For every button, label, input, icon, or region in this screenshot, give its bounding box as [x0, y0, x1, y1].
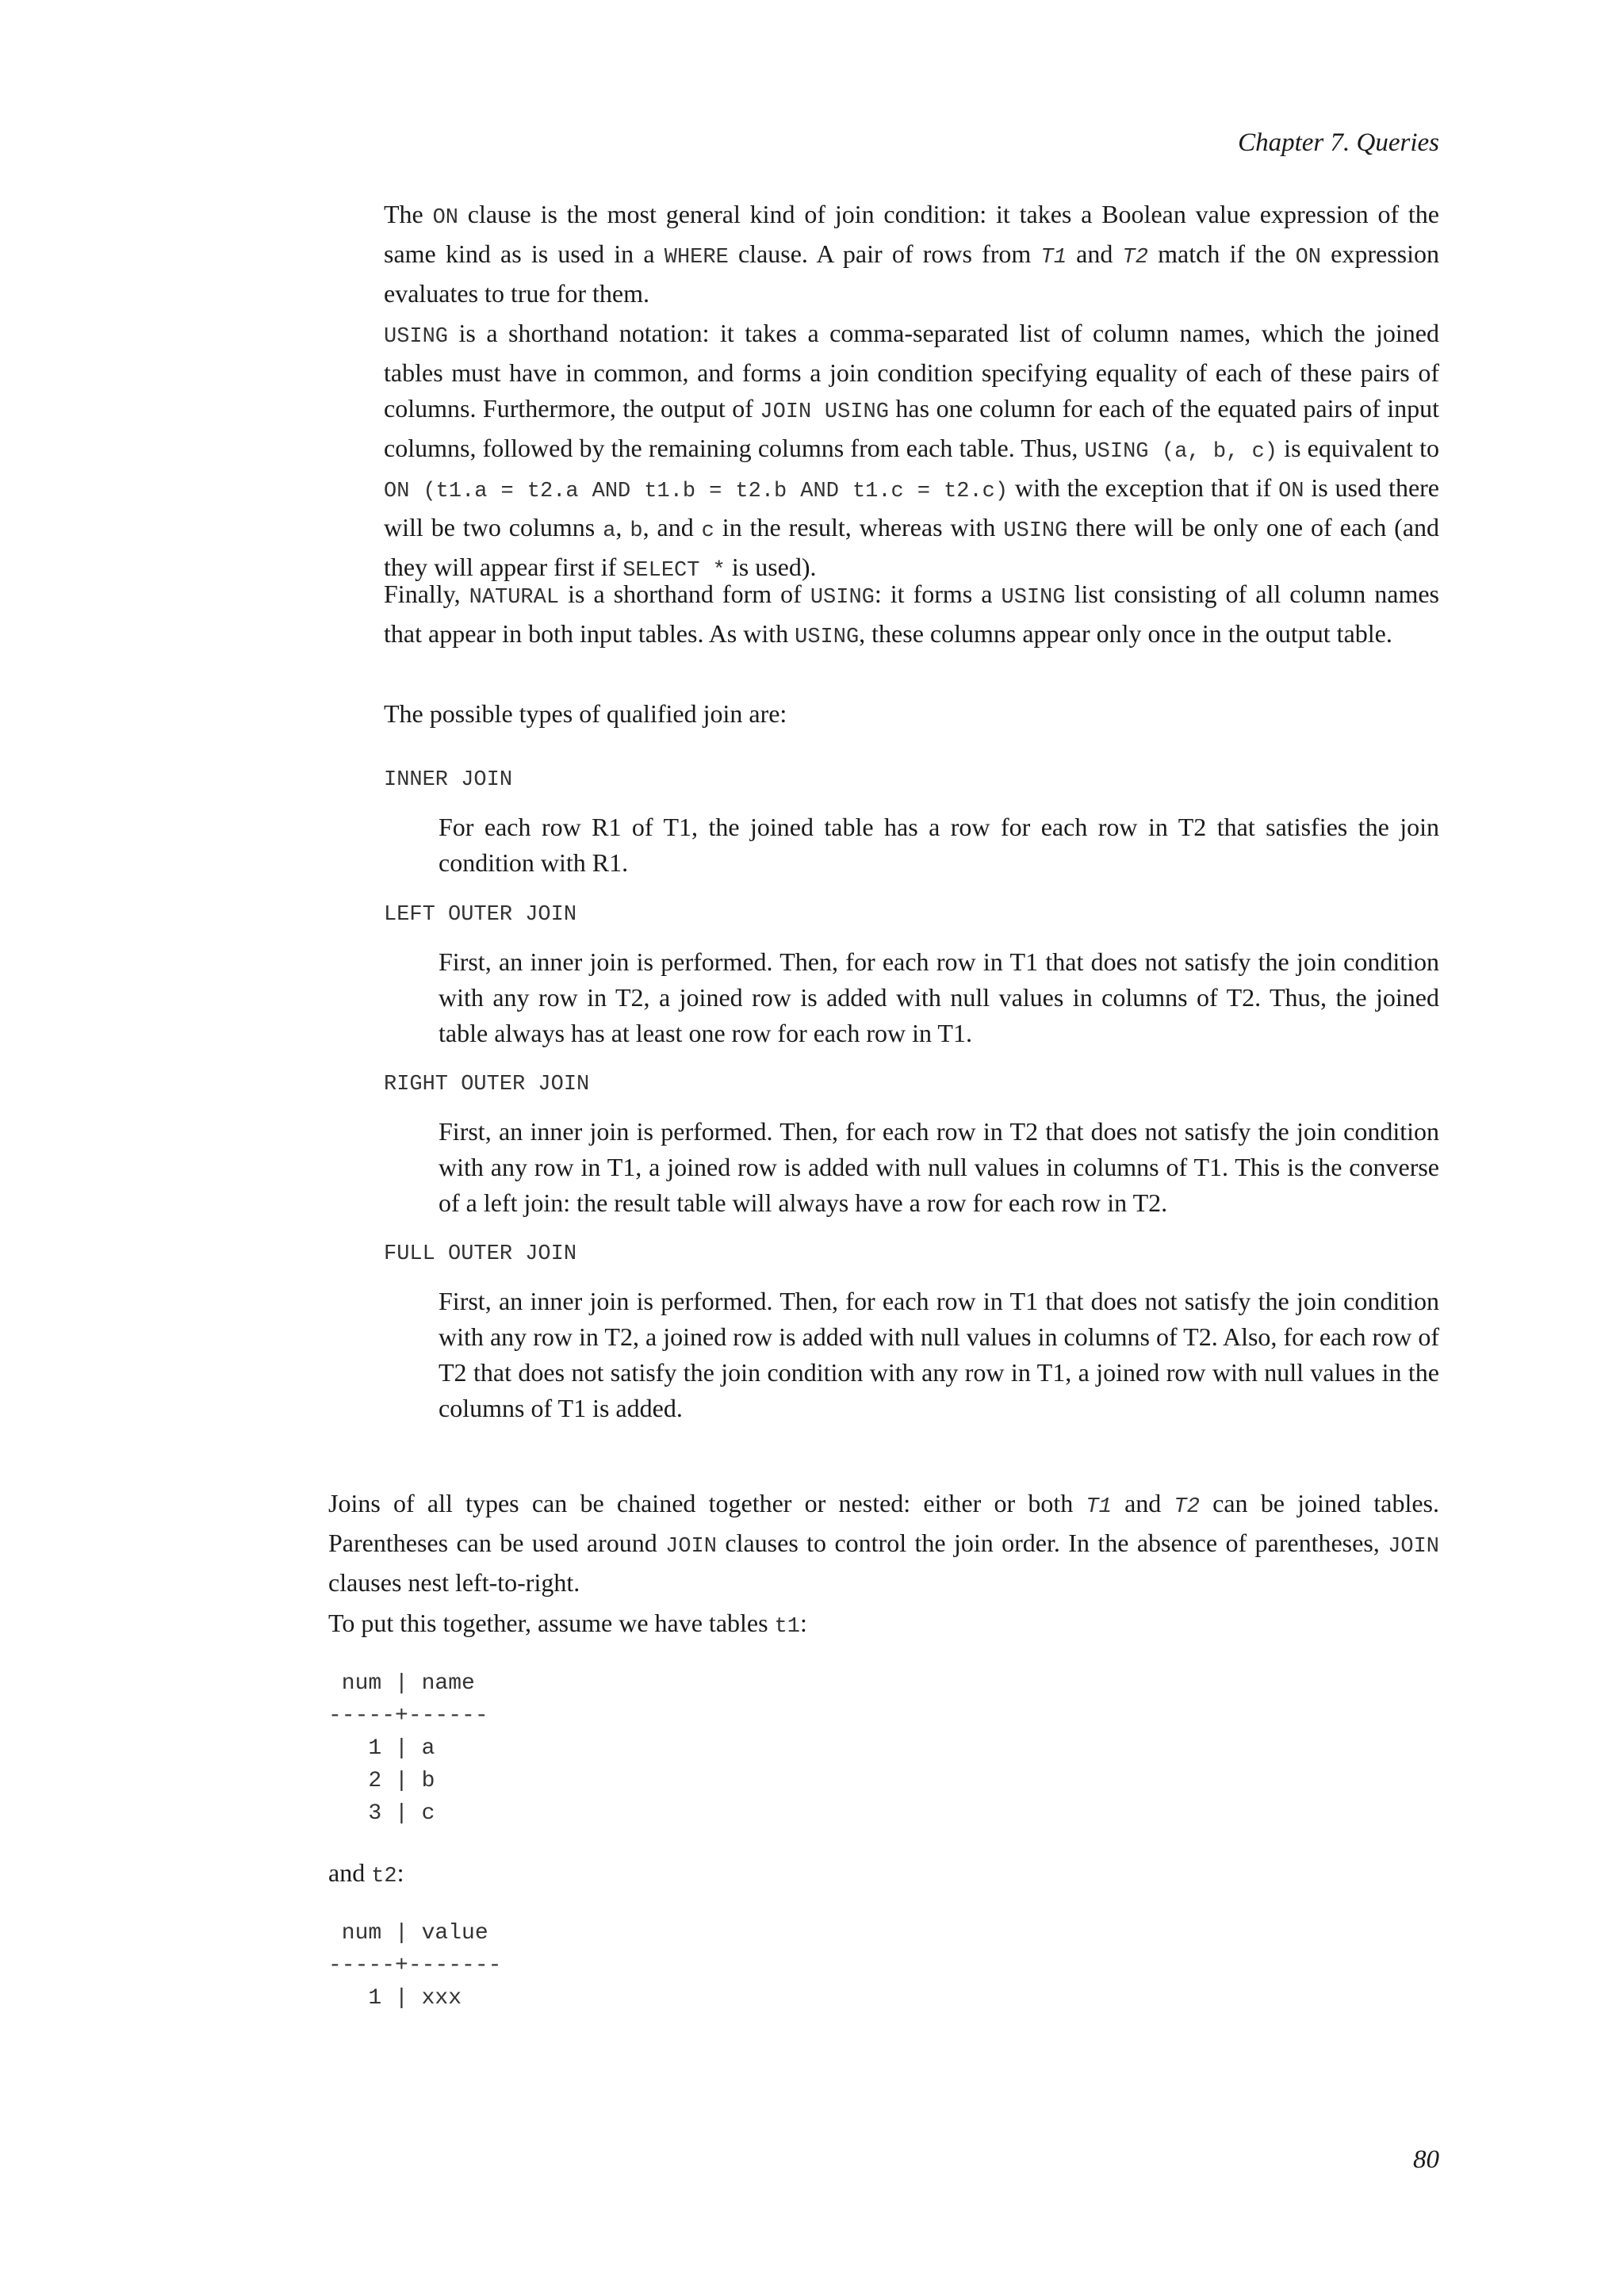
code-on: ON — [1295, 246, 1321, 270]
code-on-expression: ON (t1.a = t2.a AND t1.b = t2.b AND t1.c = t2.c) — [384, 480, 1009, 503]
code-using: USING — [795, 626, 860, 649]
description-left-outer-join: First, an inner join is performed. Then, for each row in T1 that does not satisfy the join condition with any row in T2, a joined row is added with null values in columns of T2. Thus, the joined table always has at least one row for each row in T1. — [439, 947, 1439, 1047]
code-join: JOIN — [1388, 1535, 1440, 1559]
code-b: b — [630, 519, 643, 543]
code-t1: t1 — [774, 1615, 800, 1639]
code-t2: t2 — [371, 1865, 397, 1888]
paragraph-using-clause: USING is a shorthand notation: it takes a comma-separated list of column names, which the joined tables must have in common, and forms a join condition specifying equality of each of these pairs of columns. Furthermore, the output of JOIN USING has one column for each of the equated pairs of input columns, followed by the remaining columns from each table. Thus, USING (a, b, c) is equivalent to ON (t1.a = t2.a AND t1.b = t2.b AND t1.c = t2.c) with the exception that if ON is used there will be two columns a, b, and c in the result, whereas with USING there will be only one of each (and they will appear first if SELECT * is used). — [384, 319, 1440, 583]
term-inner-join: INNER JOIN — [384, 768, 513, 792]
code-select-star: SELECT * — [622, 559, 726, 583]
paragraph-join-types-intro: The possible types of qualified join are: — [384, 699, 787, 728]
code-using: USING — [1001, 586, 1066, 610]
paragraph-natural: Finally, NATURAL is a shorthand form of USING: it forms a USING list consisting of all column names that appear in both input tables. As with USING, these columns appear only once in the output table. — [384, 580, 1439, 649]
paragraph-and-t2: and t2: — [328, 1858, 404, 1888]
paragraph-put-together: To put this together, assume we have tables t1: — [328, 1609, 807, 1639]
term-full-outer-join: FULL OUTER JOIN — [384, 1242, 577, 1266]
description-inner-join: For each row R1 of T1, the joined table has a row for each row in T2 that satisfies the join condition with R1. — [439, 813, 1439, 877]
code-natural: NATURAL — [469, 586, 560, 610]
code-c: c — [701, 519, 714, 543]
paragraph-on-clause: The ON clause is the most general kind of join condition: it takes a Boolean value expression of the same kind as is used in a WHERE clause. A pair of rows from T1 and T2 match if the ON expression evaluates to true for them. — [384, 200, 1440, 308]
code-where: WHERE — [664, 246, 729, 270]
running-header: Chapter 7. Queries — [1238, 128, 1439, 157]
code-using: USING — [384, 325, 449, 349]
paragraph-chained-joins: Joins of all types can be chained together or nested: either or both T1 and T2 can be joined tables. Parentheses can be used around JOIN clauses to control the join order. In the absence of parentheses, JOIN clauses nest left-to-right. — [328, 1489, 1440, 1597]
description-right-outer-join: First, an inner join is performed. Then, for each row in T2 that does not satisfy the join condition with any row in T1, a joined row is added with null values in columns of T1. This is the converse of a left join: the result table will always have a row for each row in T2. — [439, 1117, 1439, 1217]
description-full-outer-join: First, an inner join is performed. Then, for each row in T1 that does not satisfy the join condition with any row in T2, a joined row is added with null values in columns of T2. Also, for each row of T2 that does not satisfy the join condition with any row in T1, a joined row with null values in the columns of T1 is added. — [439, 1287, 1439, 1422]
replaceable-t1: T1 — [1086, 1495, 1112, 1519]
code-using-abc: USING (a, b, c) — [1084, 440, 1278, 464]
code-join: JOIN — [665, 1535, 717, 1559]
term-right-outer-join: RIGHT OUTER JOIN — [384, 1073, 590, 1096]
table-t1-listing: num | name -----+------ 1 | a 2 | b 3 | c — [328, 1671, 488, 1826]
code-on: ON — [432, 206, 458, 230]
code-using: USING — [810, 586, 875, 610]
code-using: USING — [1003, 519, 1068, 543]
replaceable-t1: T1 — [1040, 246, 1067, 270]
code-a: a — [603, 519, 616, 543]
code-join-using: JOIN USING — [760, 400, 889, 424]
replaceable-t2: T2 — [1174, 1495, 1200, 1519]
replaceable-t2: T2 — [1122, 246, 1148, 270]
table-t2-listing: num | value -----+------- 1 | xxx — [328, 1921, 502, 2011]
page-number: 80 — [1413, 2145, 1439, 2174]
code-on: ON — [1278, 480, 1304, 503]
term-left-outer-join: LEFT OUTER JOIN — [384, 903, 577, 927]
